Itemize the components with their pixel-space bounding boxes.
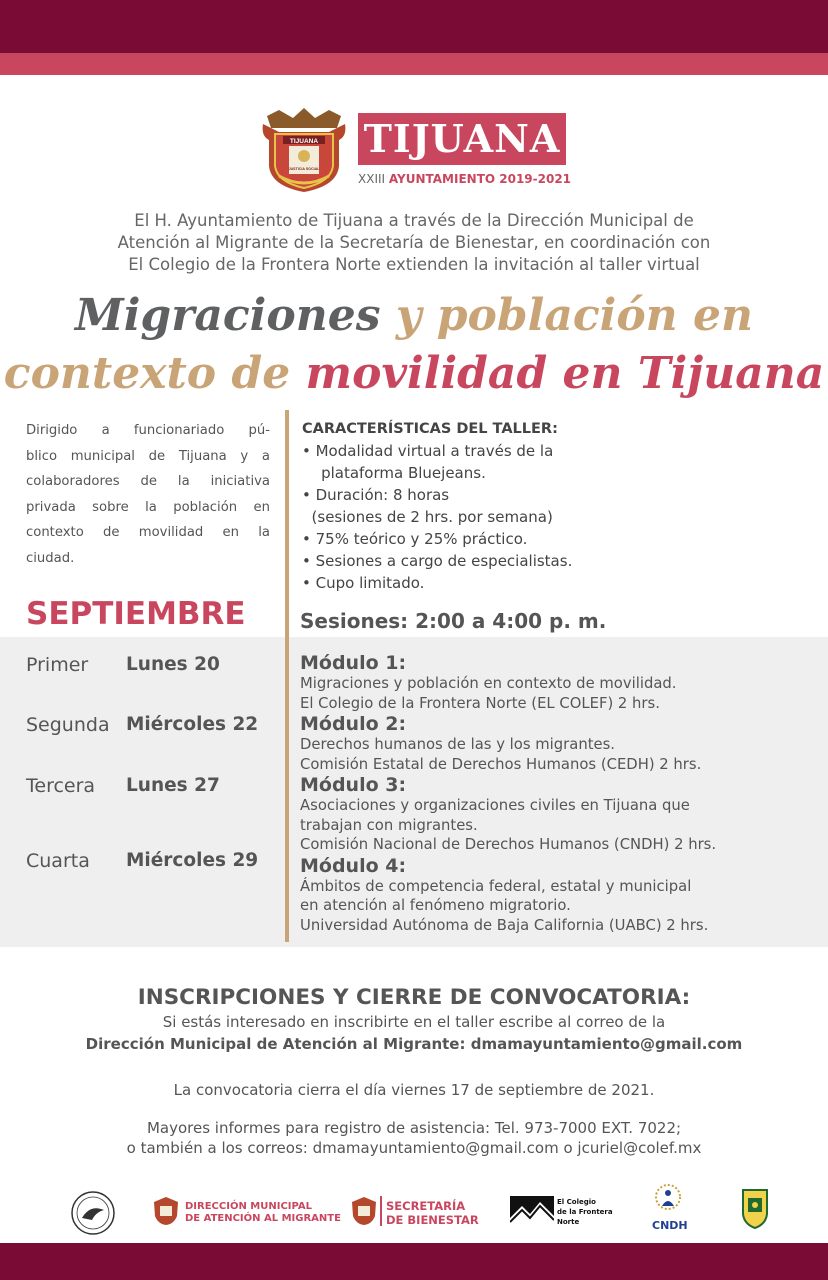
colef-mountain-icon	[510, 1196, 554, 1224]
module-line: Derechos humanos de las y los migrantes.	[300, 736, 616, 753]
info-line: Mayores informes para registro de asistencia: Tel. 973-7000 EXT. 7022;	[146, 1119, 682, 1137]
session-ordinal: Primer	[26, 654, 89, 676]
shield-motto: JUSTICIA SOCIAL	[288, 167, 320, 171]
shield-label: TIJUANA	[289, 138, 319, 145]
registration-heading: INSCRIPCIONES Y CIERRE DE CONVOCATORIA:	[137, 985, 691, 1010]
bottom-band	[0, 1243, 828, 1280]
workshop-features	[302, 418, 802, 594]
module-line: Universidad Autónoma de Baja California (UABC) 2 hrs.	[300, 916, 709, 934]
title-part: Migraciones	[75, 290, 381, 341]
session-day: Miércoles 22	[126, 714, 259, 735]
feature-item: • Sesiones a cargo de especialistas.	[302, 552, 573, 570]
top-band	[0, 0, 828, 53]
session-row	[26, 714, 276, 744]
module-title: Módulo 1:	[300, 652, 407, 674]
intro-line: El Colegio de la Frontera Norte extienden la invitación al taller virtual	[128, 255, 700, 274]
session-ordinal: Tercera	[26, 775, 96, 797]
title-line-1	[0, 288, 828, 344]
month-heading: SEPTIEMBRE	[26, 596, 246, 632]
title-line-2	[0, 346, 828, 402]
dma-shield-icon	[152, 1196, 180, 1226]
intro-line: El H. Ayuntamiento de Tijuana a través de la Dirección Municipal de	[134, 211, 694, 230]
cndh-emblem-icon	[650, 1182, 686, 1212]
logo-divider	[380, 1196, 382, 1226]
module-line: en atención al fenómeno migratorio.	[300, 897, 571, 914]
module-line: Ámbitos de competencia federal, estatal y municipal	[300, 877, 692, 895]
session-day: Lunes 20	[126, 654, 220, 675]
intro-text	[40, 210, 788, 276]
uabc-shield-icon	[740, 1186, 770, 1230]
module-title: Módulo 2:	[300, 713, 407, 735]
bienestar-shield-icon	[350, 1196, 378, 1226]
municipal-seal-logo	[70, 1190, 116, 1236]
session-row	[26, 654, 276, 684]
audience-description: Dirigido a funcionariado pú- blico municipal de Tijuana y a colaboradores de la iniciativa privada sobre la población en contexto de movilidad en la ciudad.	[26, 423, 270, 566]
cndh-logo-text: CNDH	[652, 1219, 688, 1232]
intro-line: Atención al Migrante de la Secretaría de Bienestar, en coordinación con	[117, 233, 711, 252]
closing-date: La convocatoria cierra el día viernes 17 de septiembre de 2021.	[173, 1081, 655, 1099]
feature-item: • Duración: 8 horas	[302, 486, 450, 504]
features-heading: CARACTERÍSTICAS DEL TALLER:	[302, 421, 558, 437]
module-line: Asociaciones y organizaciones civiles en Tijuana que	[300, 797, 690, 814]
feature-item: (sesiones de 2 hrs. por semana)	[302, 508, 553, 526]
title-part: movilidad en Tijuana	[305, 348, 825, 399]
feature-item: plataforma Bluejeans.	[302, 464, 486, 482]
module-line: El Colegio de la Frontera Norte (EL COLEF) 2 hrs.	[300, 694, 660, 712]
colef-logo-text: El Colegio de la Frontera Norte	[557, 1198, 613, 1226]
registration-email-line: Dirección Municipal de Atención al Migrante: dmamayuntamiento@gmail.com	[85, 1035, 743, 1053]
session-row	[26, 850, 276, 880]
module-title: Módulo 4:	[300, 854, 407, 877]
feature-item: • 75% teórico y 25% práctico.	[302, 530, 528, 548]
session-ordinal: Segunda	[26, 714, 110, 736]
info-line: o también a los correos: dmamayuntamiento@gmail.com o jcuriel@colef.mx	[126, 1139, 702, 1157]
session-hours: Sesiones: 2:00 a 4:00 p. m.	[300, 609, 607, 633]
module-line: Comisión Estatal de Derechos Humanos (CEDH) 2 hrs.	[300, 755, 702, 773]
registration-line: Si estás interesado en inscribirte en el taller escribe al correo de la	[162, 1013, 666, 1031]
title-part: contexto de	[3, 348, 291, 399]
session-row	[26, 775, 276, 805]
module-line: trabajan con migrantes.	[300, 816, 478, 834]
module-line: Migraciones y población en contexto de movilidad.	[300, 675, 677, 692]
feature-item: • Cupo limitado.	[302, 574, 425, 592]
feature-item: • Modalidad virtual a través de la	[302, 442, 554, 460]
ayuntamiento-label: XXIII AYUNTAMIENTO 2019-2021	[358, 172, 572, 186]
tijuana-shield-logo	[259, 106, 349, 194]
column-divider	[285, 410, 289, 942]
session-day: Lunes 27	[126, 775, 220, 796]
session-day: Miércoles 29	[126, 850, 259, 871]
top-stripe	[0, 53, 828, 75]
module-line: Comisión Nacional de Derechos Humanos (CNDH) 2 hrs.	[300, 836, 717, 853]
brand-title: TIJUANA	[358, 113, 566, 165]
bienestar-logo-text: SECRETARÍA DE BIENESTAR	[386, 1199, 479, 1227]
modules-list	[300, 652, 810, 935]
title-part: y población en	[395, 290, 753, 341]
module-title: Módulo 3:	[300, 774, 407, 796]
registration-section	[0, 984, 828, 1158]
session-ordinal: Cuarta	[26, 850, 90, 872]
dma-logo-text: DIRECCIÓN MUNICIPAL DE ATENCIÓN AL MIGRANTE	[185, 1201, 341, 1224]
